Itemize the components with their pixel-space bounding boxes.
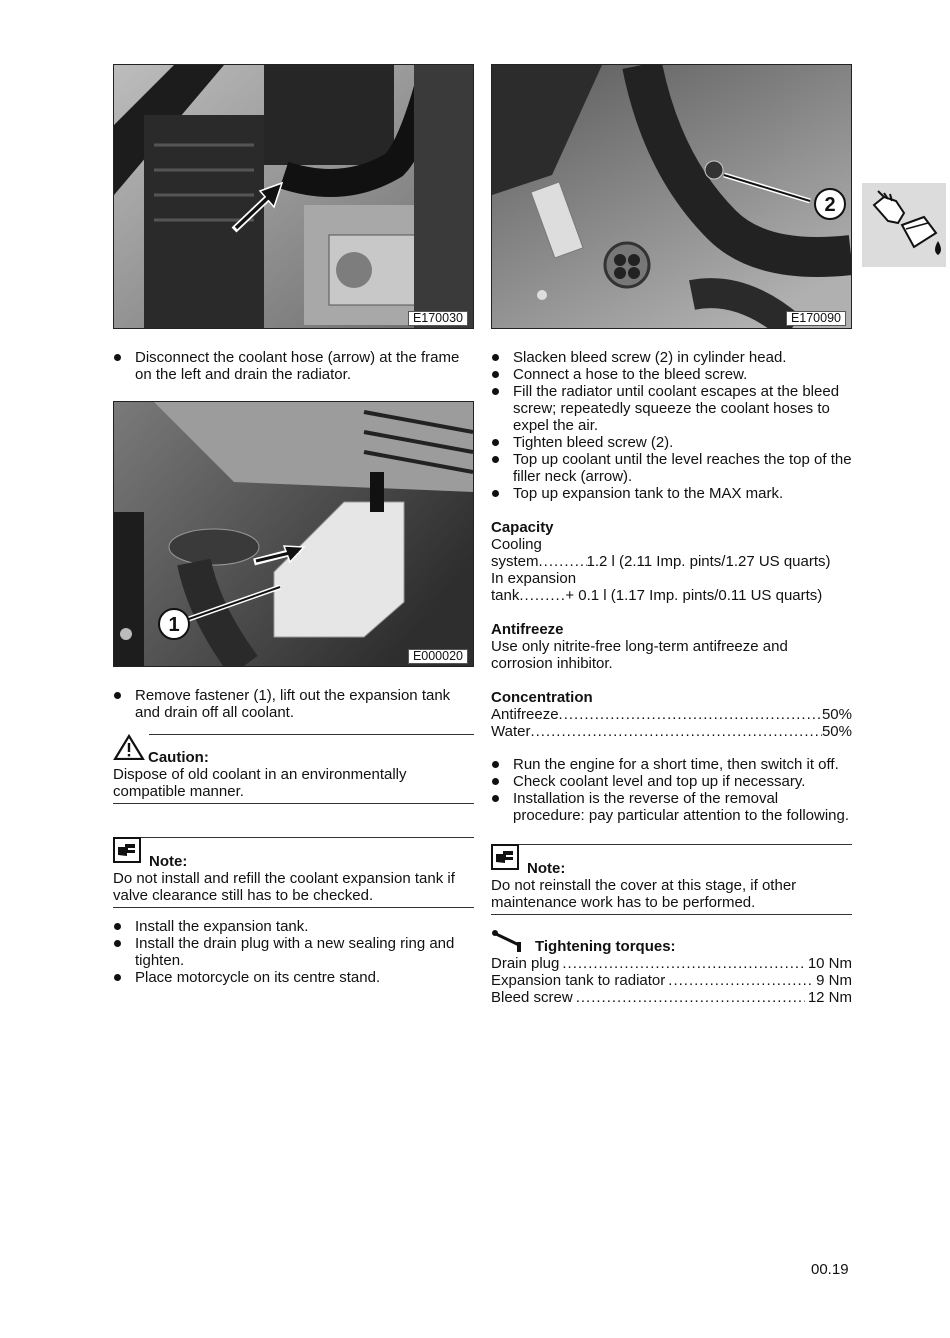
- photo-bleed-screw: [491, 64, 852, 329]
- antifreeze-title: Antifreeze: [491, 621, 564, 638]
- note-text: Do not install and refill the coolant expansion tank if valve clearance still has to be checked.: [113, 870, 455, 904]
- capacity-line1: Cooling: [491, 536, 542, 553]
- maintenance-tab: [862, 183, 946, 267]
- list-item: Installation is the reverse of the removal procedure: pay particular attention to the following.: [491, 790, 852, 824]
- bullet-list: [113, 918, 474, 986]
- torque-row: Drain plug ..... 10 Nm: [491, 955, 852, 972]
- list-item: Top up coolant until the level reaches the top of the filler neck (arrow).: [491, 451, 852, 485]
- photo-expansion-tank: [113, 401, 474, 667]
- photo-coolant-hose: [113, 64, 474, 329]
- note-hand-icon: [491, 844, 519, 870]
- note-block: [491, 844, 852, 915]
- right-column: [491, 64, 852, 1006]
- note-block: [113, 837, 474, 908]
- note-hand-icon: [113, 837, 141, 863]
- list-item: Check coolant level and top up if necessary.: [491, 773, 852, 790]
- photo-code: E170090: [786, 311, 846, 326]
- concentration-section: [491, 689, 852, 740]
- photo-code: E000020: [408, 649, 468, 664]
- list-item: Place motorcycle on its centre stand.: [113, 969, 474, 986]
- capacity-line3: In expansion: [491, 570, 577, 587]
- concentration-row: Antifreeze ..... 50%: [491, 706, 852, 723]
- list-item: Top up expansion tank to the MAX mark.: [491, 485, 852, 502]
- bullet-list: [113, 687, 474, 721]
- page-number: 00.19: [811, 1261, 849, 1278]
- maintenance-hand-icon: [862, 183, 946, 267]
- note-title: Note:: [527, 860, 566, 877]
- list-item: Install the drain plug with a new sealing ring and tighten.: [113, 935, 474, 969]
- torque-row: Bleed screw ..... 12 Nm: [491, 989, 852, 1006]
- concentration-title: Concentration: [491, 689, 593, 706]
- capacity-section: [491, 519, 852, 604]
- capacity-title: Capacity: [491, 519, 554, 536]
- bullet-list: [113, 349, 474, 383]
- bullet-list: [491, 756, 852, 824]
- antifreeze-text: Use only nitrite-free long-term antifreeze and corrosion inhibitor.: [491, 638, 788, 672]
- antifreeze-section: [491, 621, 852, 672]
- list-item: Remove fastener (1), lift out the expansion tank and drain off all coolant.: [113, 687, 474, 721]
- torque-row: Expansion tank to radiator ..... 9 Nm: [491, 972, 852, 989]
- note-text: Do not reinstall the cover at this stage, if other maintenance work has to be performed.: [491, 877, 797, 911]
- capacity-system-row: system ..... 1.2 l (2.11 Imp. pints/1.27 US quarts): [491, 553, 852, 570]
- caution-title: Caution:: [148, 749, 209, 766]
- list-item: Tighten bleed screw (2).: [491, 434, 852, 451]
- note-title: Note:: [149, 853, 188, 870]
- bullet-list: [491, 349, 852, 502]
- list-item: Fill the radiator until coolant escapes at the bleed screw; repeatedly squeeze the coolant hoses to expel the air.: [491, 383, 852, 434]
- torques-title: Tightening torques:: [535, 938, 676, 955]
- list-item: Install the expansion tank.: [113, 918, 474, 935]
- caution-text: Dispose of old coolant in an environmentally compatible manner.: [113, 766, 407, 800]
- list-item: Disconnect the coolant hose (arrow) at the frame on the left and drain the radiator.: [113, 349, 474, 383]
- list-item: Connect a hose to the bleed screw.: [491, 366, 852, 383]
- torques-section: [491, 929, 852, 1006]
- concentration-row: Water ..... 50%: [491, 723, 852, 740]
- photo-code: E170030: [408, 311, 468, 326]
- caution-block: [113, 734, 474, 804]
- callout-1: 1: [168, 614, 180, 636]
- left-column: [113, 64, 474, 986]
- warning-triangle-icon: [113, 734, 145, 760]
- list-item: Slacken bleed screw (2) in cylinder head.: [491, 349, 852, 366]
- list-item: Run the engine for a short time, then switch it off.: [491, 756, 852, 773]
- capacity-tank-row: tank ..... + 0.1 l (1.17 Imp. pints/0.11 US quarts): [491, 587, 852, 604]
- torque-wrench-icon: [491, 929, 531, 955]
- callout-2: 2: [824, 194, 836, 216]
